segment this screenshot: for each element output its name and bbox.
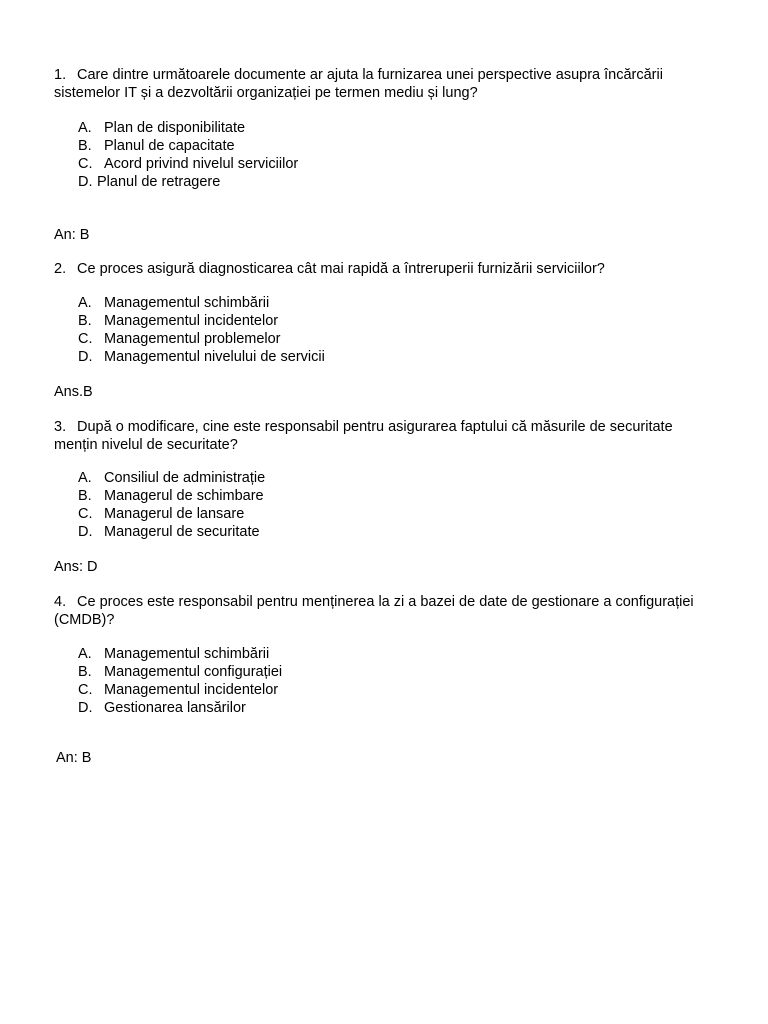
question-text: Ce proces este responsabil pentru menținerea la zi a bazei de date de gestionare a configurației: [77, 594, 694, 610]
question-4-line-1: [54, 593, 734, 611]
option-text: Managementul schimbării: [104, 295, 270, 311]
option-text: Gestionarea lansărilor: [104, 700, 246, 716]
question-4-options: [78, 645, 282, 717]
option-letter: A.: [78, 120, 92, 136]
question-3-answer: Ans: D: [54, 559, 98, 575]
question-number: 1.: [54, 67, 67, 83]
question-2-answer: Ans.B: [54, 384, 93, 400]
option-letter: B.: [78, 488, 92, 504]
option-letter: D.: [78, 700, 93, 716]
option-letter: A.: [78, 646, 92, 662]
option-text: Managementul configurației: [104, 664, 283, 680]
option-text: Managementul nivelului de servicii: [104, 349, 325, 365]
option-d: [78, 699, 282, 717]
option-text: Managerul de lansare: [104, 506, 245, 522]
option-a: [78, 645, 282, 663]
option-text: Managementul incidentelor: [104, 313, 279, 329]
option-a: [78, 294, 325, 312]
option-text: Managementul problemelor: [104, 331, 281, 347]
question-1-line-2: sistemelor IT și a dezvoltării organizației pe termen mediu și lung?: [54, 85, 478, 101]
question-1: [54, 66, 734, 102]
option-letter: B.: [78, 664, 92, 680]
option-text: Managementul schimbării: [104, 646, 270, 662]
question-4-answer: An: B: [56, 750, 92, 766]
question-number: 3.: [54, 419, 67, 435]
option-letter: C.: [78, 331, 93, 347]
option-letter: C.: [78, 682, 93, 698]
option-b: [78, 137, 298, 155]
question-3-line-2: mențin nivelul de securitate?: [54, 437, 238, 453]
option-d: [78, 173, 298, 191]
option-text: Acord privind nivelul serviciilor: [104, 156, 299, 172]
option-b: [78, 663, 282, 681]
option-text: Managerul de schimbare: [104, 488, 264, 504]
question-2: [54, 260, 734, 278]
question-number: 4.: [54, 594, 67, 610]
question-3-options: [78, 469, 265, 541]
question-3-line-1: [54, 418, 734, 436]
option-text: Planul de retragere: [97, 174, 221, 190]
option-letter: C.: [78, 156, 93, 172]
option-c: [78, 681, 282, 699]
question-text: Care dintre următoarele documente ar ajuta la furnizarea unei perspective asupra încărcării: [77, 67, 663, 83]
option-letter: C.: [78, 506, 93, 522]
option-text: Consiliul de administrație: [104, 470, 266, 486]
question-3: [54, 418, 734, 454]
question-number: 2.: [54, 261, 67, 277]
question-text: Ce proces asigură diagnosticarea cât mai rapidă a întreruperii furnizării serviciilor?: [77, 261, 605, 277]
option-text: Managementul incidentelor: [104, 682, 279, 698]
question-4-line-2: (CMDB)?: [54, 612, 115, 628]
question-1-line-1: [54, 66, 734, 84]
option-text: Planul de capacitate: [104, 138, 235, 154]
option-c: [78, 330, 325, 348]
option-a: [78, 469, 265, 487]
option-text: Plan de disponibilitate: [104, 120, 246, 136]
question-4: [54, 593, 734, 629]
option-d: [78, 523, 265, 541]
option-letter: D.: [78, 174, 93, 190]
option-text: Managerul de securitate: [104, 524, 260, 540]
option-letter: D.: [78, 524, 93, 540]
option-letter: A.: [78, 295, 92, 311]
option-letter: A.: [78, 470, 92, 486]
question-1-answer: An: B: [54, 227, 90, 243]
option-letter: B.: [78, 138, 92, 154]
option-letter: D.: [78, 349, 93, 365]
option-c: [78, 505, 265, 523]
question-1-options: [78, 119, 298, 191]
option-letter: B.: [78, 313, 92, 329]
question-2-line-1: [54, 260, 734, 278]
option-b: [78, 487, 265, 505]
option-d: [78, 348, 325, 366]
question-text: După o modificare, cine este responsabil pentru asigurarea faptului că măsurile de securitate: [77, 419, 673, 435]
option-c: [78, 155, 298, 173]
option-b: [78, 312, 325, 330]
option-a: [78, 119, 298, 137]
question-2-options: [78, 294, 325, 366]
